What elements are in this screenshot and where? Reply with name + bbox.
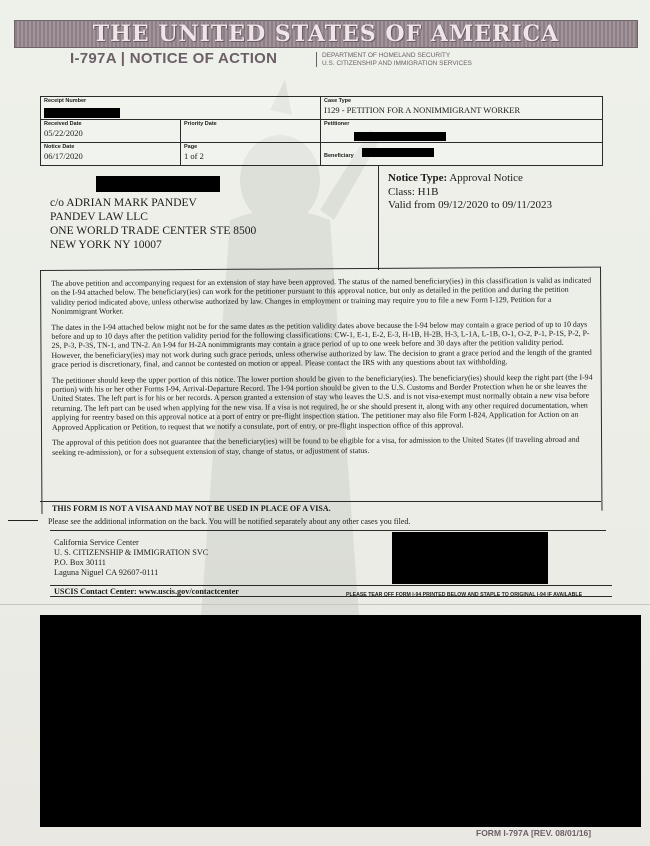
tear-line [0, 604, 650, 605]
priority-date-cell [181, 120, 321, 142]
body-paragraph-2: The dates in the I-94 attached below might not be for the same dates as the petition validity dates above because the I-94 below may contain a grace period of up to 10 days before and up to 10 days after the petition validity period for the following classifications: CW-1, E-1, E-2, E-3, H-1B, H-2B, H-3, L-1A, L-1B, O-1, O-2, P-1, P-1S, P-2, P-2S, P-3, P-3S, TN-1, and TN-2. An I-94 for H-2A nonimmigrants may contain a grace period of up to one week before and 30 days after the petition validity period. However, the beneficiary(ies) may not work during such grace periods, unless otherwise authorized by law. The decision to grant a grace period and the length of the granted grace period is discretionary, final, and cannot be contested on motion or appeal. Please contact the IRS with any questions about tax withholding. [51, 319, 592, 370]
grid-row-1 [41, 97, 602, 120]
office-line-1: California Service Center [54, 538, 139, 547]
priority-date-label: Priority Date [184, 121, 217, 127]
grid-row-3 [41, 143, 602, 165]
office-line-4: Laguna Niguel CA 92607-0111 [54, 568, 159, 577]
i94-redaction [40, 615, 641, 827]
notice-date-cell [41, 143, 181, 165]
notice-body [40, 267, 602, 514]
office-line-3: P.O. Box 30111 [54, 558, 106, 567]
address-line-3: ONE WORLD TRADE CENTER STE 8500 [50, 225, 257, 237]
receipt-number-cell [41, 97, 321, 119]
petitioner-label: Petitioner [324, 121, 350, 127]
notice-type-line [388, 172, 552, 186]
received-date-value: 05/22/2020 [44, 128, 83, 138]
case-type-value: I129 - PETITION FOR A NONIMMIGRANT WORKER [324, 105, 521, 115]
address-line-1: c/o ADRIAN MARK PANDEV [50, 197, 197, 209]
notice-class: Class: H1B [388, 185, 439, 198]
address-line-2: PANDEV LAW LLC [50, 211, 148, 223]
agency-name [316, 52, 472, 67]
not-a-visa-warning: THIS FORM IS NOT A VISA AND MAY NOT BE USED IN PLACE OF A VISA. [40, 501, 601, 514]
body-paragraph-1: The above petition and accompanying request for an extension of stay have been approved. The status of the named beneficiary(ies) in this classification is valid as indicated on the I-94 attached below. The beneficiary(ies) can work for the petitioner pursuant to this approval notice, but only as detailed in the petition and during the petition validity period indicated above, unless otherwise authorized by law. Changes in employment or training may require you to file a new Form I-129, Petition for a Nonimmigrant Worker. [51, 275, 592, 317]
recipient-redaction [96, 176, 220, 192]
receipt-number-label: Receipt Number [44, 98, 87, 104]
beneficiary-redaction [362, 148, 434, 157]
case-type-cell [321, 97, 602, 119]
agency-line-2: U.S. CITIZENSHIP AND IMMIGRATION SERVICES [322, 59, 472, 67]
notice-type-value: Approval Notice [449, 172, 523, 184]
form-revision: FORM I-797A [REV. 08/01/16] [476, 828, 592, 838]
beneficiary-cell [321, 143, 602, 165]
notice-summary [388, 172, 552, 213]
body-paragraph-3: The petitioner should keep the upper portion of this notice. The lower portion should be given to the beneficiary(ies). The beneficiary(ies) should keep the right part (the I-94 portion) with his or her other Forms I-94, Arrival-Departure Record. The I-94 portion should be given to the U.S. Customs and Border Protection when he or she leaves the United States. The left part is for his or her records. A person granted a extension of stay who leaves the U.S. and is not visa-exempt must normally obtain a new visa before returning. The left part can be used when applying for the new visa. If a visa is not required, he or she should present it, along with any other required documentation, when applying for reentry based on this approval notice at a port of entry or pre-flight inspection station. The petitioner may also file Form I-824, Application for Action on an Approved Application or Petition, to request that we notify a consulate, port of entry, or pre-flight inspection office of this approval. [51, 372, 593, 432]
contact-center-line: USCIS Contact Center: www.uscis.gov/contactcenter [50, 585, 612, 597]
office-line-2: U. S. CITIZENSHIP & IMMIGRATION SVC [54, 548, 209, 557]
address-line-4: NEW YORK NY 10007 [50, 239, 162, 251]
grid-row-2 [41, 120, 602, 143]
agency-line-1: DEPARTMENT OF HOMELAND SECURITY [322, 52, 451, 59]
beneficiary-label: Beneficiary [324, 153, 354, 159]
additional-info-note: Please see the additional information on the back. You will be notified separately about any other cases you filed. [48, 517, 411, 526]
case-info-grid [40, 96, 603, 166]
form-title: I-797A | NOTICE OF ACTION [70, 50, 278, 67]
notice-date-label: Notice Date [44, 144, 75, 150]
notice-type-label: Notice Type: [388, 172, 448, 184]
tear-off-instruction: PLEASE TEAR OFF FORM I-94 PRINTED BELOW AND STAPLE TO ORIGINAL I-94 IF AVAILABLE [346, 592, 583, 598]
banner-title: THE UNITED STATES OF AMERICA [92, 21, 560, 47]
notice-validity: Valid from 09/12/2020 to 09/11/2023 [388, 199, 552, 211]
address-divider [378, 166, 379, 270]
notice-date-value: 06/17/2020 [44, 151, 83, 161]
petitioner-cell [321, 120, 602, 142]
receipt-number-redaction [44, 108, 120, 118]
received-date-cell [41, 120, 181, 142]
barcode-redaction [392, 532, 548, 584]
received-date-label: Received Date [44, 121, 82, 127]
page-cell [181, 143, 321, 165]
petitioner-redaction [354, 132, 446, 141]
body-paragraph-4: The approval of this petition does not guarantee that the beneficiary(ies) will be found to be eligible for a visa, for admission to the United States (if traveling abroad and seeking re-admission), or for a subsequent extension of stay, change of status, or adjustment of status. [52, 434, 580, 457]
margin-tick [8, 520, 38, 521]
page-label: Page [184, 144, 198, 150]
page-value: 1 of 2 [184, 151, 204, 161]
banner [14, 20, 638, 48]
service-center-address [54, 538, 208, 578]
recipient-address [50, 196, 256, 252]
case-type-label: Case Type [324, 98, 352, 104]
